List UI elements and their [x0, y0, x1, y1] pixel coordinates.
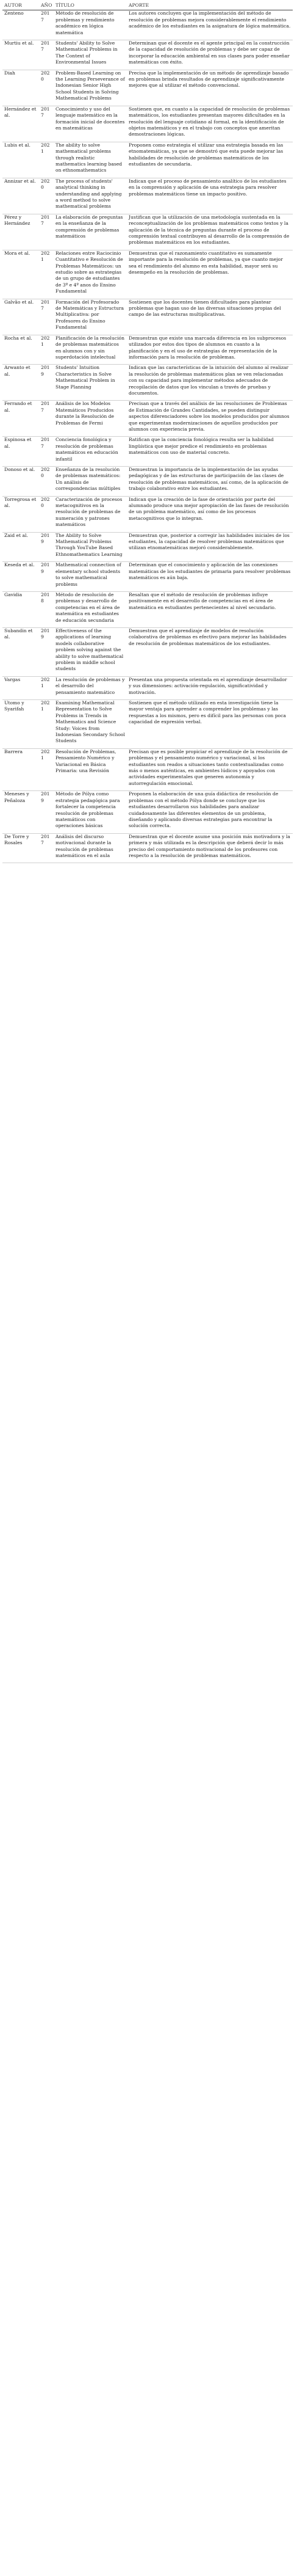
author-cell: Meneses y Peñaloza	[2, 791, 39, 833]
table-row	[2, 178, 293, 214]
title-cell: Caracterización de procesos metacognitivos en la resolución de problemas de numeración y patrones matemáticos	[54, 496, 127, 532]
table-row	[2, 562, 293, 592]
contribution-cell: Indican que las características de la intuición del alumno al realizar la resolución de problemas matemáticos plan se ven relacionadas con su capacidad para implementar métodos adecuados de recopilación de datos que los vinculan a través de pruebas y documentos.	[127, 365, 293, 401]
title-cell: Students' Ability to Solve Mathematical Problems in The Context of Environmental Issues	[54, 40, 127, 70]
table-row	[2, 365, 293, 401]
author-cell: Hernández et al.	[2, 106, 39, 142]
year-cell: 2017	[39, 10, 54, 40]
year-cell: 2017	[39, 437, 54, 467]
contribution-cell: Justifican que la utilización de una metodología sustentada en la reconceptualización de los problemas matemáticos como textos y la aplicación de la técnica de preguntas durante el proceso de comprensión textual contribuyen al desarrollo de la comprensión de problemas matemáticos en los estudiantes.	[127, 214, 293, 250]
title-cell: Examining Mathematical Representation to Solve Problems in Trends in Mathematics and Science Study: Voices from Indonesian Secondary School Students	[54, 700, 127, 749]
title-cell: The ability to solve mathematical problems through realistic mathematics learning based on ethnomathematics	[54, 142, 127, 178]
year-cell: 2020	[39, 496, 54, 532]
author-cell: Donoso et al.	[2, 467, 39, 497]
contribution-cell: Indican que la creación de la fase de orientación por parte del alumnado produce una mejor apropiación de las fases de resolución de un problema matemático, así como de los procesos metacognitivos que lo integran.	[127, 496, 293, 532]
year-cell: 2017	[39, 106, 54, 142]
author-cell: Barrera	[2, 748, 39, 790]
header-contribution: APORTE	[127, 2, 293, 10]
table-row	[2, 627, 293, 676]
contribution-cell: Precisa que la implementación de un método de aprendizaje basado en problemas brinda resultados de aprendizaje significativamente mejores que al utilizar el método convencional.	[127, 70, 293, 106]
title-cell: Método de Pólya como estrategia pedagógica para fortalecer la competencia resolución de problemas matemáticos con operaciones básicas	[54, 791, 127, 833]
table-row	[2, 532, 293, 562]
year-cell: 2021	[39, 250, 54, 299]
table-header	[2, 2, 293, 10]
year-cell: 2017	[39, 833, 54, 863]
author-cell: Utomo y Syarifah	[2, 700, 39, 749]
contribution-cell: Determinan que el conocimiento y aplicación de las conexiones matemáticas de los estudiantes de primaria para resolver problemas matemáticos es aún baja.	[127, 562, 293, 592]
title-cell: Método de resolución de problemas y rendimiento académico en lógica matemática	[54, 10, 127, 40]
header-row	[2, 2, 293, 10]
title-cell: The process of students' analytical thinking in understanding and applying a word method to solve mathematical problems	[54, 178, 127, 214]
header-author: AUTOR	[2, 2, 39, 10]
year-cell: 2017	[39, 401, 54, 437]
title-cell: Relaciones entre Raciocinio Cuantitativo e Resolución de Problemas Matemáticos: un estudio sobre as estrategias de un grupo de estudiantes de 3º e 4º anos do Ensino Fundamental	[54, 250, 127, 299]
author-cell: Zaid et al.	[2, 532, 39, 562]
title-cell: Problem-Based Learning on the Learning Perseverance of Indonesian Senior High School Students in Solving Mathematical Problems	[54, 70, 127, 106]
table-row	[2, 106, 293, 142]
year-cell: 2021	[39, 676, 54, 699]
year-cell: 2017	[39, 40, 54, 70]
table-row	[2, 700, 293, 749]
contribution-cell: Precisan que a través del análisis de las resoluciones de Problemas de Estimación de Grandes Cantidades, se pueden distinguir aspectos diferenciadores sobre los modelos producidos por alumnos que experimentan modernizaciones de aquellos producidos por alumnos con experiencia previa.	[127, 401, 293, 437]
table-body	[2, 10, 293, 863]
author-cell: Ferrando et al.	[2, 401, 39, 437]
year-cell: 2019	[39, 562, 54, 592]
contribution-cell: Proponen como estrategia el utilizar una estrategia basada en las etnomatemáticas, ya que se demostró que esta puede mejorar las habilidades de resolución de problemas matemáticos de los estudiantes de secundaria.	[127, 142, 293, 178]
title-cell: Mathematical connection of elementary school students to solve mathematical problems	[54, 562, 127, 592]
year-cell: 2021	[39, 335, 54, 365]
contribution-cell: Demuestran la importancia de la implementación de las ayudas pedagógicas y de las estructuras de participación de las clases de resolución de problemas matemáticos, así como, de la aplicación de trabajo colaborativo entre los estudiantes.	[127, 467, 293, 497]
author-cell: Galvão et al.	[2, 299, 39, 335]
table-row	[2, 591, 293, 627]
author-cell: Keseda et al.	[2, 562, 39, 592]
title-cell: Enseñanza de la resolución de problemas matemáticos: Un análisis de correspondencias múltiples	[54, 467, 127, 497]
table-row	[2, 833, 293, 863]
contribution-cell: Precisan que es posible propiciar el aprendizaje de la resolución de problemas y el pensamiento numérico y variacional, si los estudiantes son reados a situaciones tanto contextualizadas como más o menos auténticas, en ambientes lúdicos y apoyados con actividades experimentales que generen autonomía y autorregulación emocional.	[127, 748, 293, 790]
year-cell: 2021	[39, 142, 54, 178]
contribution-cell: Los autores concluyen que la implementación del método de resolución de problemas mejora considerablemente el rendimiento académico de los estudiantes en la asignatura de lógica matemática.	[127, 10, 293, 40]
table-row	[2, 791, 293, 833]
table-row	[2, 335, 293, 365]
contribution-cell: Demuestran que, posterior a corregir las habilidades iniciales de los estudiantes, la capacidad de resolver problemas matemáticos que utilizan etnomatemáticas mejoró considerablemente.	[127, 532, 293, 562]
year-cell: 2020	[39, 178, 54, 214]
title-cell: The Ability to Solve Mathematical Problems Through YouTube Based Ethnomathematics Learning	[54, 532, 127, 562]
contribution-cell: Demuestran que el docente asume una posición más motivadora y la primera y más utilizada es la descripción que deberá decir lo más preciso del comportamiento motivacional de los profesores con respecto a la resolución de problemas matemáticos.	[127, 833, 293, 863]
author-cell: Gavidia	[2, 591, 39, 627]
year-cell: 2018	[39, 591, 54, 627]
year-cell: 2019	[39, 532, 54, 562]
author-cell: Subandin et al.	[2, 627, 39, 676]
author-cell: Zenteno	[2, 10, 39, 40]
year-cell: 2017	[39, 299, 54, 335]
table-row	[2, 214, 293, 250]
title-cell: Conocimiento y uso del lenguaje matemático en la formación inicial de docentes en matemáticas	[54, 106, 127, 142]
author-cell: Annizar et al.	[2, 178, 39, 214]
author-cell: Lubis et al.	[2, 142, 39, 178]
author-cell: Vargas	[2, 676, 39, 699]
contribution-cell: Demuestran que existe una marcada diferencia en los subprocesos utilizados por estos dos tipos de alumnos en cuanto a la planificación y en el uso de estrategias de representación de la información para la resolución de problemas.	[127, 335, 293, 365]
contribution-cell: Sostienen que los docentes tienen dificultades para plantear problemas que hagan uso de las diversas situaciones propias del campo de las estructuras multiplicativas.	[127, 299, 293, 335]
table-row	[2, 40, 293, 70]
table-row	[2, 299, 293, 335]
year-cell: 2019	[39, 365, 54, 401]
year-cell: 2021	[39, 748, 54, 790]
header-year: AÑO	[39, 2, 54, 10]
year-cell: 2019	[39, 791, 54, 833]
contribution-cell: Indican que el proceso de pensamiento analítico de los estudiantes en la comprensión y aplicación de una estrategia para resolver problemas matemáticos tiene un impacto positivo.	[127, 178, 293, 214]
literature-table	[2, 2, 293, 863]
contribution-cell: Proponen la elaboración de una guía didáctica de resolución de problemas con el método Pólya donde se concluye que los estudiantes desarrollaron sus habilidades para analizar cuidadosamente las diferentes elementos de un problema, diseñando y aplicando diversas estrategias para encontrar la solución correcta.	[127, 791, 293, 833]
title-cell: Análisis de los Modelos Matemáticos Producidos durante la Resolución de Problemas de Fermi	[54, 401, 127, 437]
table-row	[2, 401, 293, 437]
year-cell: 2020	[39, 70, 54, 106]
title-cell: Formación del Profesorado de Matemáticas y Estructura Multiplicativa: por Profesores do Ensino Fundamental	[54, 299, 127, 335]
header-title: TÍTULO	[54, 2, 127, 10]
contribution-cell: Ratifican que la conciencia fonológica resulta ser la habilidad lingüística que mejor predice el rendimiento en problemas matemáticos con uso de material concreto.	[127, 437, 293, 467]
title-cell: Effectiveness of the applications of learning models collaborative problem solving against the ability to solve mathematical problem in middle school students	[54, 627, 127, 676]
author-cell: Murtiu et al.	[2, 40, 39, 70]
year-cell: 2019	[39, 627, 54, 676]
table-row	[2, 10, 293, 40]
table-row	[2, 437, 293, 467]
contribution-cell: Sostienen que el método utilizado en esta investigación tiene la mayor ventaja para aprender a comprender los problemas y las respuestas a los mismos, pero es difícil para las personas con poca capacidad de expresión verbal.	[127, 700, 293, 749]
author-cell: Torregrosa et al.	[2, 496, 39, 532]
year-cell: 2017	[39, 214, 54, 250]
contribution-cell: Resaltan que el método de resolución de problemas influye positivamente en el desarrollo de competencias en el área de matemática en estudiantes pertenecientes al nivel secundario.	[127, 591, 293, 627]
table-row	[2, 496, 293, 532]
author-cell: Espinosa et al.	[2, 437, 39, 467]
contribution-cell: Presentan una propuesta orientada en el aprendizaje desarrollador y sus dimensiones: activación-regulación, significatividad y motivación.	[127, 676, 293, 699]
author-cell: Diah	[2, 70, 39, 106]
author-cell: Mora et al.	[2, 250, 39, 299]
author-cell: Arwanto et al.	[2, 365, 39, 401]
table-row	[2, 676, 293, 699]
year-cell: 2020	[39, 467, 54, 497]
title-cell: Método de resolución de problemas y desarrollo de competencias en el área de matemática en estudiantes de educación secundaria	[54, 591, 127, 627]
year-cell: 2021	[39, 700, 54, 749]
contribution-cell: Sostienen que, en cuanto a la capacidad de resolución de problemas matemáticos, los estudiantes presentan mayores dificultades en la resolución del lenguaje cotidiano al formal, en la identificación de objetos matemáticos y en el trabajo con conceptos que ameritan demostraciones lógicas.	[127, 106, 293, 142]
title-cell: Conciencia fonológica y resolución de problemas matemáticos en educación infantil	[54, 437, 127, 467]
contribution-cell: Demuestran que el razonamiento cuantitativo es sumamente importante para la resolución de problemas, ya que cuanto mejor sea el rendimiento del alumno en esta habilidad, mayor será su desempeño en la resolución de problemas.	[127, 250, 293, 299]
contribution-cell: Demuestran que el aprendizaje de modelos de resolución colaborativa de problemas es efectivo para mejorar las habilidades de resolución de problemas matemáticos de los estudiantes.	[127, 627, 293, 676]
title-cell: Resolución de Problemas, Pensamiento Numérico y Variacional en Básica Primaria: una Revisión	[54, 748, 127, 790]
title-cell: La resolución de problemas y el desarrollo del pensamiento matemático	[54, 676, 127, 699]
author-cell: Rocha et al.	[2, 335, 39, 365]
table-row	[2, 748, 293, 790]
title-cell: La elaboración de preguntas en la enseñanza de la comprensión de problemas matemáticos	[54, 214, 127, 250]
title-cell: Análisis del discurso motivacional durante la resolución de problemas matemáticos en el aula	[54, 833, 127, 863]
author-cell: Pérez y Hernández	[2, 214, 39, 250]
title-cell: Students' Intuition Characteristics in Solve Mathematical Problem in Stage Planning	[54, 365, 127, 401]
table-row	[2, 70, 293, 106]
table-row	[2, 142, 293, 178]
page	[0, 0, 297, 863]
title-cell: Planificación de la resolución de problemas matemáticos en alumnos con y sin superdotación intelectual	[54, 335, 127, 365]
table-row	[2, 250, 293, 299]
table-row	[2, 467, 293, 497]
author-cell: De Torre y Rosales	[2, 833, 39, 863]
contribution-cell: Determinan que el docente es el agente principal en la construcción de la capacidad de resolución de problemas y debe ser capaz de incorporar la educación ambiental en sus clases para poder enseñar matemáticas con éxito.	[127, 40, 293, 70]
